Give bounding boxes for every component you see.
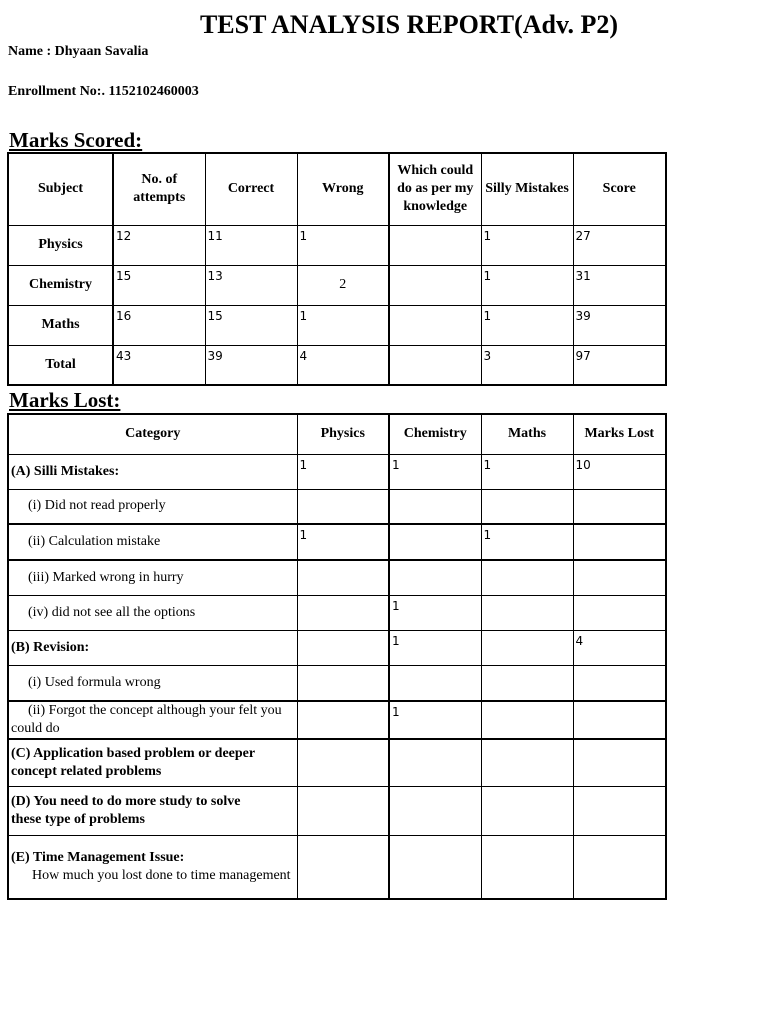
header-score: Score <box>573 153 666 225</box>
physics-cell: 1 <box>297 524 389 560</box>
table-row-total <box>8 345 666 385</box>
student-name: Name : Dhyaan Savalia <box>8 44 149 59</box>
marks-scored-heading: Marks Scored: <box>9 128 143 152</box>
header-silly: Silly Mistakes <box>481 153 573 225</box>
attempts-cell: 15 <box>113 265 205 305</box>
score-cell: 27 <box>573 225 666 265</box>
correct-cell: 11 <box>205 225 297 265</box>
header-category: Category <box>8 414 297 454</box>
maths-cell <box>481 835 573 899</box>
wrong-cell: 1 <box>297 225 389 265</box>
lost-cell <box>573 524 666 560</box>
category-cell: (ii) Calculation mistake <box>8 524 297 560</box>
maths-cell <box>481 560 573 595</box>
category-cell: (i) Did not read properly <box>8 489 297 524</box>
correct-cell: 39 <box>205 345 297 385</box>
chemistry-cell <box>389 739 481 786</box>
category-text: (ii) Forgot the concept although your felt you could do <box>11 703 282 736</box>
table-row <box>8 489 666 524</box>
chemistry-cell <box>389 665 481 701</box>
marks-lost-heading: Marks Lost: <box>9 388 121 412</box>
wrong-cell: 2 <box>297 265 389 305</box>
silly-cell: 1 <box>481 225 573 265</box>
score-cell: 39 <box>573 305 666 345</box>
maths-cell <box>481 701 573 739</box>
score-cell: 31 <box>573 265 666 305</box>
could-do-cell <box>389 265 481 305</box>
silly-cell: 3 <box>481 345 573 385</box>
maths-cell <box>481 630 573 665</box>
subject-cell: Physics <box>8 225 113 265</box>
header-could-do: Which could do as per my knowledge <box>389 153 481 225</box>
lost-cell <box>573 560 666 595</box>
subject-cell: Total <box>8 345 113 385</box>
table-header-row <box>8 153 666 225</box>
lost-cell <box>573 786 666 835</box>
lost-cell: 4 <box>573 630 666 665</box>
table-row <box>8 454 666 489</box>
category-cell: (B) Revision: <box>8 630 297 665</box>
table-row <box>8 739 666 786</box>
header-maths: Maths <box>481 414 573 454</box>
physics-cell <box>297 701 389 739</box>
table-row <box>8 524 666 560</box>
category-title: (E) Time Management Issue: <box>11 849 185 865</box>
category-desc <box>11 867 295 885</box>
could-do-cell <box>389 305 481 345</box>
category-cell: (i) Used formula wrong <box>8 665 297 701</box>
chemistry-cell <box>389 560 481 595</box>
header-attempts: No. of attempts <box>113 153 205 225</box>
wrong-cell: 1 <box>297 305 389 345</box>
correct-cell: 13 <box>205 265 297 305</box>
silly-cell: 1 <box>481 265 573 305</box>
marks-scored-table <box>7 152 667 386</box>
subject-cell: Maths <box>8 305 113 345</box>
wrong-cell: 4 <box>297 345 389 385</box>
attempts-cell: 43 <box>113 345 205 385</box>
table-row <box>8 265 666 305</box>
physics-cell: 1 <box>297 454 389 489</box>
report-title: TEST ANALYSIS REPORT(Adv. P2) <box>199 10 619 39</box>
lost-cell: 10 <box>573 454 666 489</box>
table-row <box>8 225 666 265</box>
category-cell <box>8 701 297 739</box>
physics-cell <box>297 786 389 835</box>
maths-cell <box>481 739 573 786</box>
lost-cell <box>573 739 666 786</box>
header-subject: Subject <box>8 153 113 225</box>
physics-cell <box>297 630 389 665</box>
maths-cell: 1 <box>481 524 573 560</box>
table-row <box>8 560 666 595</box>
chemistry-cell <box>389 835 481 899</box>
table-row <box>8 595 666 630</box>
correct-cell: 15 <box>205 305 297 345</box>
table-row <box>8 701 666 739</box>
header-correct: Correct <box>205 153 297 225</box>
marks-lost-table <box>7 413 667 900</box>
chemistry-cell: 1 <box>389 454 481 489</box>
category-cell <box>8 835 297 899</box>
header-physics: Physics <box>297 414 389 454</box>
table-row <box>8 786 666 835</box>
table-row <box>8 835 666 899</box>
maths-cell <box>481 665 573 701</box>
table-header-row <box>8 414 666 454</box>
lost-cell <box>573 489 666 524</box>
category-cell: (C) Application based problem or deeper concept related problems <box>8 739 297 786</box>
chemistry-cell: 1 <box>389 630 481 665</box>
lost-cell <box>573 595 666 630</box>
table-row <box>8 305 666 345</box>
lost-cell <box>573 701 666 739</box>
maths-cell <box>481 786 573 835</box>
enrollment-number: Enrollment No:. 1152102460003 <box>8 84 199 99</box>
chemistry-cell: 1 <box>389 595 481 630</box>
header-marks-lost: Marks Lost <box>573 414 666 454</box>
category-cell: (A) Silli Mistakes: <box>8 454 297 489</box>
table-row <box>8 665 666 701</box>
header-chemistry: Chemistry <box>389 414 481 454</box>
score-cell: 97 <box>573 345 666 385</box>
could-do-cell <box>389 225 481 265</box>
physics-cell <box>297 560 389 595</box>
table-row <box>8 630 666 665</box>
subject-cell: Chemistry <box>8 265 113 305</box>
attempts-cell: 16 <box>113 305 205 345</box>
attempts-cell: 12 <box>113 225 205 265</box>
maths-cell <box>481 489 573 524</box>
chemistry-cell: 1 <box>389 701 481 739</box>
maths-cell <box>481 595 573 630</box>
lost-cell <box>573 835 666 899</box>
physics-cell <box>297 665 389 701</box>
could-do-cell <box>389 345 481 385</box>
chemistry-cell <box>389 786 481 835</box>
physics-cell <box>297 489 389 524</box>
chemistry-cell <box>389 524 481 560</box>
category-cell: (iii) Marked wrong in hurry <box>8 560 297 595</box>
physics-cell <box>297 595 389 630</box>
category-text: How much you lost done to time management <box>32 867 291 883</box>
physics-cell <box>297 835 389 899</box>
lost-cell <box>573 665 666 701</box>
header-wrong: Wrong <box>297 153 389 225</box>
category-cell: (iv) did not see all the options <box>8 595 297 630</box>
silly-cell: 1 <box>481 305 573 345</box>
physics-cell <box>297 739 389 786</box>
maths-cell: 1 <box>481 454 573 489</box>
category-cell: (D) You need to do more study to solve these type of problems <box>8 786 297 835</box>
chemistry-cell <box>389 489 481 524</box>
